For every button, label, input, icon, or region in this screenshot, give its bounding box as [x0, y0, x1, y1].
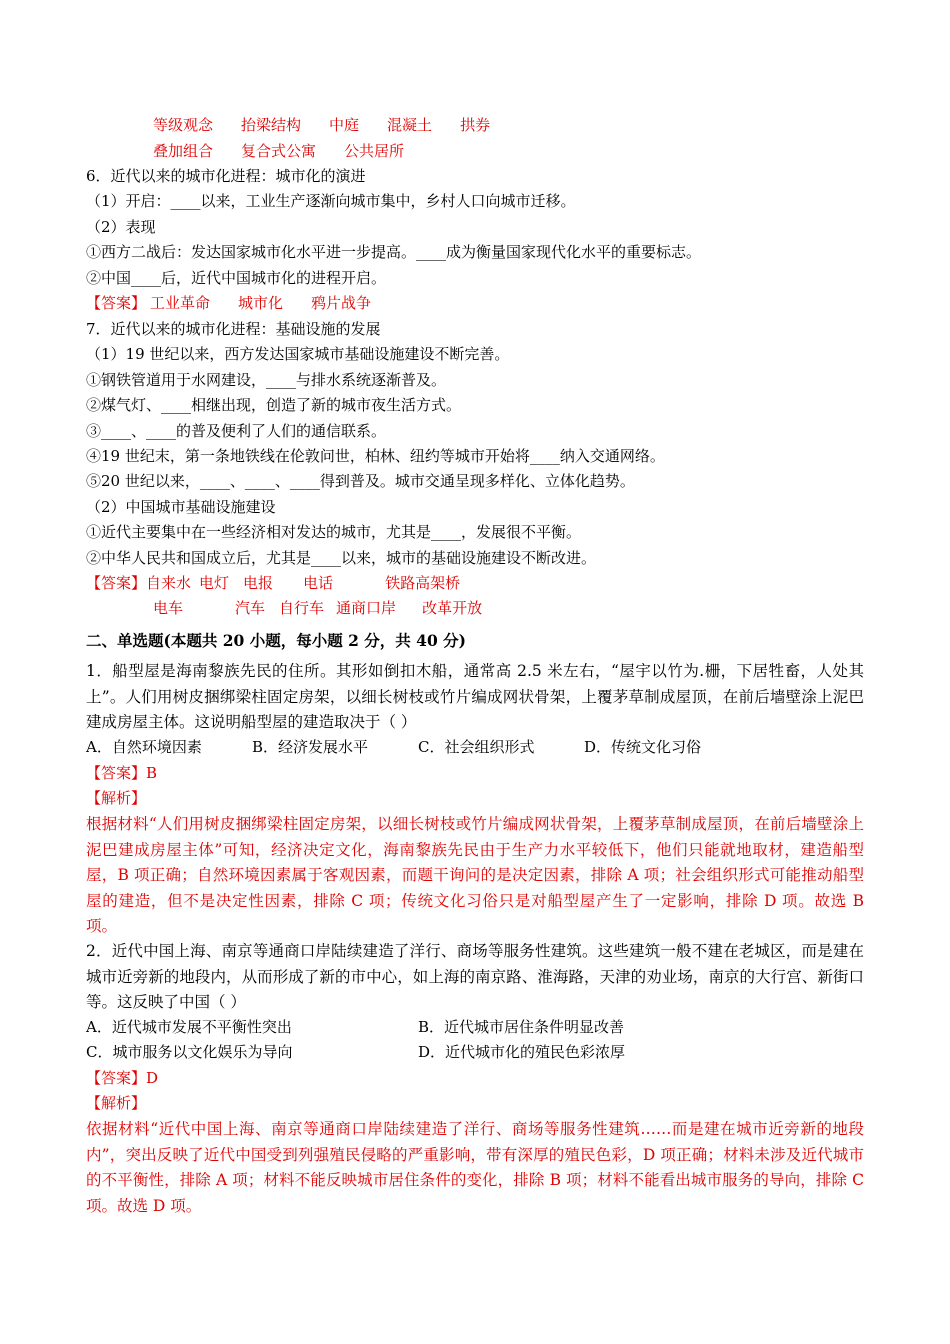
option-a: A．自然环境因素 — [86, 738, 202, 756]
answer-item: 工业革命 — [150, 294, 211, 312]
q7-line: ③____、____的普及便利了人们的通信联系。 — [86, 422, 387, 440]
top-answer: 抬梁结构 — [241, 116, 302, 134]
mc2-answer: 【答案】D — [86, 1069, 159, 1087]
answer-item: 汽车 — [235, 599, 266, 617]
top-answer: 叠加组合 — [153, 142, 214, 160]
q7-title: 7．近代以来的城市化进程：基础设施的发展 — [86, 320, 381, 338]
answer-item: 自来水 — [146, 574, 192, 592]
option-b: B．经济发展水平 — [252, 738, 369, 756]
option-b: B．近代城市居住条件明显改善 — [418, 1018, 625, 1036]
mc2-options-row-1 — [86, 1016, 624, 1038]
answer-item: 鸦片战争 — [311, 294, 372, 312]
q7-answer-row-2 — [153, 597, 482, 619]
answer-item: 自行车 — [279, 599, 325, 617]
mc1-analysis: 根据材料“人们用树皮捆绑梁柱固定房架，以细长树枝或竹片编成网状骨架，上覆茅草制成屋顶，在前后墙壁涂上泥巴建成房屋主体”可知，经济决定文化，海南黎族先民由于生产力水平较低下，他们只能就地取材，建造船型屋，B 项正确；自然环境因素属于客观因素，而题干询问的是决定因素，排除 A 项；社会组织形式可能推动船型屋的建造，但不是决定性因素，排除 C 项；传统文化习俗只是对船型屋产生了一定影响，排除 D 项。故选 B 项。 — [86, 815, 864, 935]
top-answer: 复合式公寓 — [241, 142, 317, 160]
mc1-analysis-label: 【解析】 — [86, 789, 147, 807]
top-answer: 拱券 — [460, 116, 491, 134]
top-answer: 公共居所 — [344, 142, 405, 160]
section-heading: 二、单选题(本题共 20 小题，每小题 2 分，共 40 分) — [86, 631, 466, 650]
mc1-answer: 【答案】B — [86, 764, 158, 782]
q7-line: ②煤气灯、____相继出现，创造了新的城市夜生活方式。 — [86, 396, 462, 414]
mc2-options-row-2 — [86, 1041, 625, 1063]
q7-line: ①近代主要集中在一些经济相对发达的城市，尤其是____，发展很不平衡。 — [86, 523, 582, 541]
answer-item: 通商口岸 — [336, 599, 397, 617]
option-c: C．社会组织形式 — [418, 738, 535, 756]
mc1-stem: 1．船型屋是海南黎族先民的住所。其形如倒扣木船，通常高 2.5 米左右，“屋宇以竹为.栅，下居牲畜，人处其上”。人们用树皮捆绑梁柱固定房架，以细长树枝或竹片编成网状骨架，上覆茅草制成屋顶，在前后墙壁涂上泥巴建成房屋主体。这说明船型屋的建造取决于（ ） — [86, 662, 864, 731]
mc1-options — [86, 736, 701, 758]
answer-item: 铁路高架桥 — [385, 574, 461, 592]
mc2-stem: 2．近代中国上海、南京等通商口岸陆续建造了洋行、商场等服务性建筑。这些建筑一般不建在老城区，而是建在城市近旁新的地段内，从而形成了新的市中心，如上海的南京路、淮海路，天津的劝业场，南京的大行宫、新街口等。这反映了中国（ ） — [86, 942, 864, 1011]
q6-line: ①西方二战后：发达国家城市化水平进一步提高。____成为衡量国家现代化水平的重要标志。 — [86, 243, 702, 261]
q6-line: ②中国____后，近代中国城市化的进程开启。 — [86, 269, 387, 287]
q7-line: （1）19 世纪以来，西方发达国家城市基础设施建设不断完善。 — [86, 345, 510, 363]
q7-answer-row-1 — [86, 572, 460, 594]
top-answer-row-1 — [153, 114, 490, 136]
answer-item: 电灯 — [199, 574, 230, 592]
q7-line: ⑤20 世纪以来，____、____、____得到普及。城市交通呈现多样化、立体化趋势。 — [86, 472, 635, 490]
q7-line: ②中华人民共和国成立后，尤其是____以来，城市的基础设施建设不断改进。 — [86, 549, 597, 567]
top-answer: 等级观念 — [153, 116, 214, 134]
mc2-analysis-label: 【解析】 — [86, 1094, 147, 1112]
mc2-analysis: 依据材料“近代中国上海、南京等通商口岸陆续建造了洋行、商场等服务性建筑……而是建在城市近旁新的地段内”，突出反映了近代中国受到列强殖民侵略的严重影响，带有深厚的殖民色彩，D 项正确；材料未涉及近代城市的不平衡性，排除 A 项；材料不能反映城市居住条件的变化，排除 B 项；材料不能看出城市服务的导向，排除 C 项。故选 D 项。 — [86, 1120, 864, 1215]
top-answer: 中庭 — [329, 116, 360, 134]
q6-line: （1）开启：____以来，工业生产逐渐向城市集中，乡村人口向城市迁移。 — [86, 192, 576, 210]
answer-item: 电话 — [303, 574, 334, 592]
top-answer-row-2 — [153, 140, 404, 162]
q7-line: ④19 世纪末，第一条地铁线在伦敦问世，柏林、纽约等城市开始将____纳入交通网络。 — [86, 447, 665, 465]
option-d: D．近代城市化的殖民色彩浓厚 — [418, 1043, 626, 1061]
option-d: D．传统文化习俗 — [584, 738, 702, 756]
answer-item: 电报 — [243, 574, 274, 592]
answer-label: 【答案】 — [86, 294, 147, 312]
q7-line: （2）中国城市基础设施建设 — [86, 498, 276, 516]
option-c: C．城市服务以文化娱乐为导向 — [86, 1043, 293, 1061]
q6-answer — [86, 292, 371, 314]
q6-line: （2）表现 — [86, 218, 156, 236]
q6-title: 6．近代以来的城市化进程：城市化的演进 — [86, 167, 366, 185]
option-a: A．近代城市发展不平衡性突出 — [86, 1018, 292, 1036]
answer-label: 【答案】 — [86, 574, 147, 592]
q7-line: ①钢铁管道用于水网建设，____与排水系统逐渐普及。 — [86, 371, 447, 389]
answer-item: 城市化 — [238, 294, 284, 312]
top-answer: 混凝土 — [387, 116, 433, 134]
answer-item: 电车 — [153, 599, 184, 617]
answer-item: 改革开放 — [422, 599, 483, 617]
